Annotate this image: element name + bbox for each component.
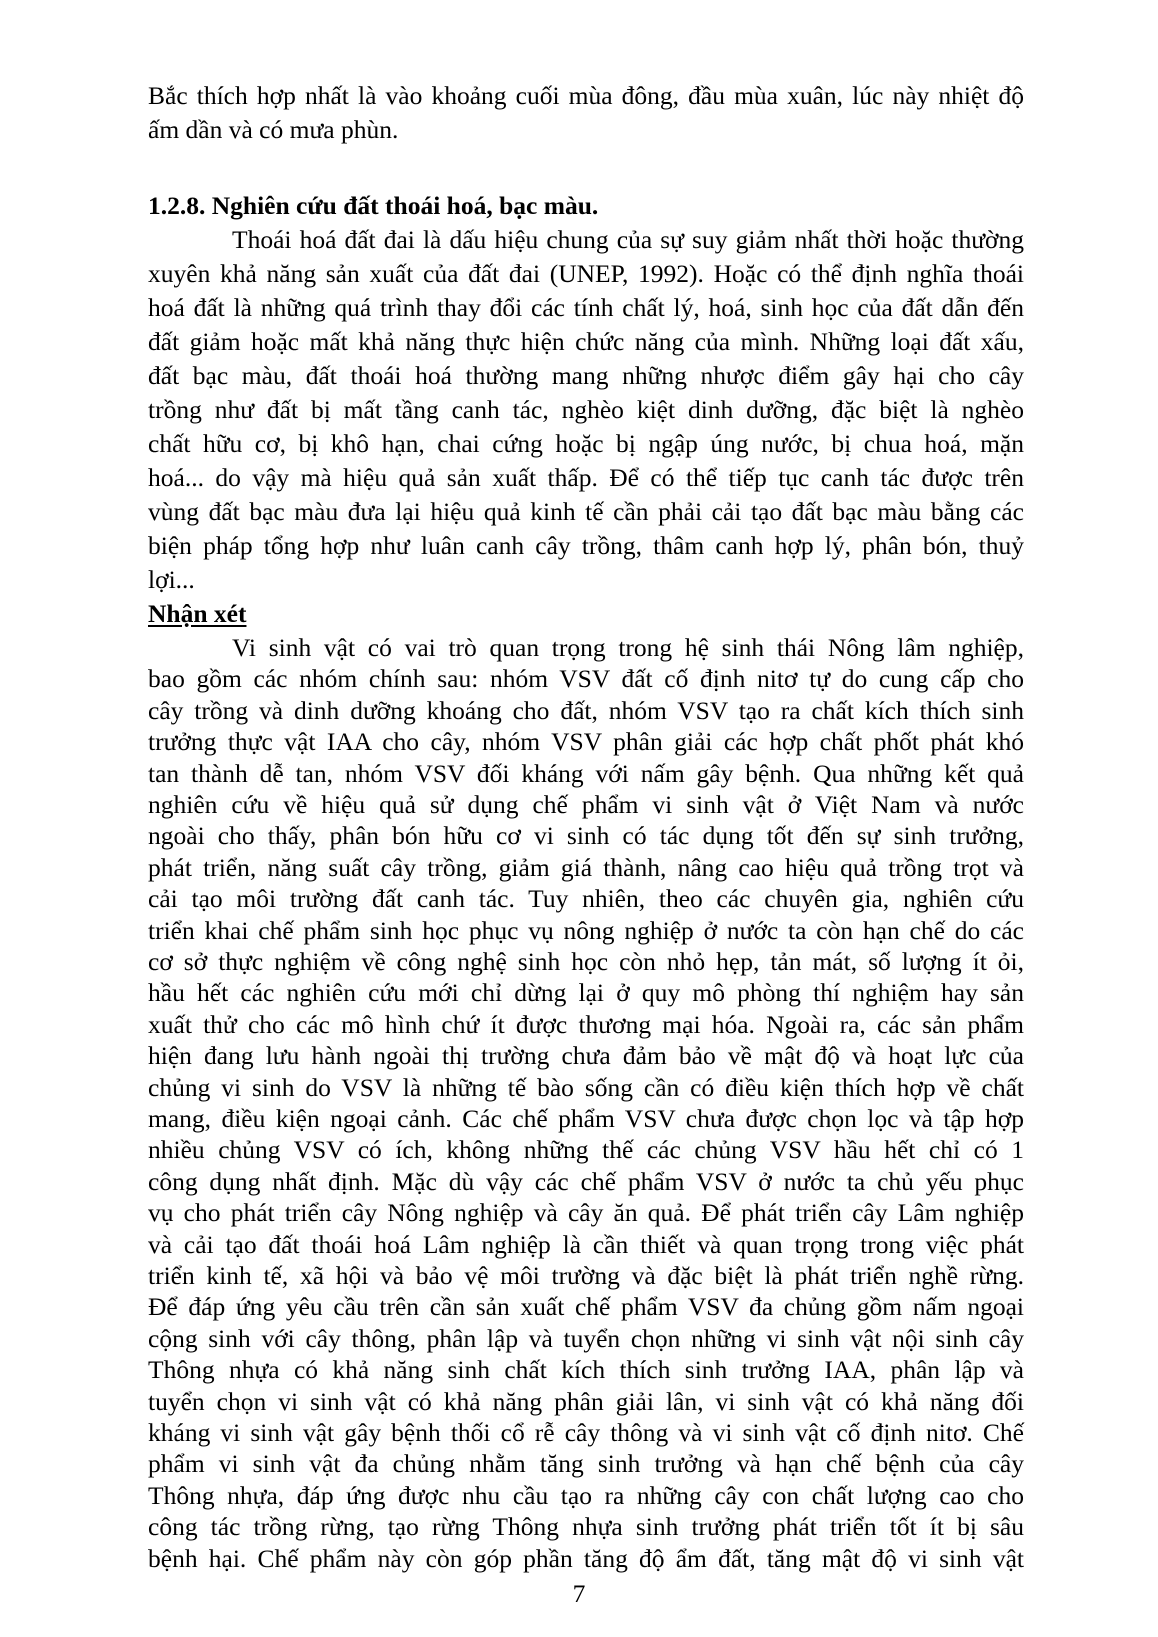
body-text-line: Bắc thích hợp nhất là vào khoảng cuối mùa đông, đầu mùa xuân, lúc này nhiệt độ xyxy=(148,81,1024,110)
remark-heading: Nhận xét xyxy=(148,599,247,628)
body-text-line: phẩm vi sinh vật đa chủng nhằm tăng sinh trưởng và hạn chế bệnh của cây xyxy=(148,1449,1024,1479)
page-number: 7 xyxy=(572,1579,586,1608)
body-text-line: nghiên cứu về hiệu quả sử dụng chế phẩm vi sinh vật ở Việt Nam và nước xyxy=(148,790,1024,819)
body-text-line: Vi sinh vật có vai trò quan trọng trong hệ sinh thái Nông lâm nghiệp, xyxy=(232,633,1024,662)
body-text-line: Thông nhựa, đáp ứng được nhu cầu tạo ra những cây con chất lượng cao cho xyxy=(148,1480,1024,1510)
body-text-line: Thoái hoá đất đai là dấu hiệu chung của sự suy giảm nhất thời hoặc thường xyxy=(232,225,1024,254)
body-text-line: phát triển, năng suất cây trồng, giảm giá thành, nâng cao hiệu quả trồng trọt và xyxy=(148,852,1024,882)
body-text-line: nhiều chủng VSV có ích, không những thế các chủng VSV hầu hết chỉ có 1 xyxy=(148,1135,1024,1165)
body-text-line: cây trồng và dinh dưỡng khoáng cho đất, nhóm VSV tạo ra chất kích thích sinh xyxy=(148,695,1024,725)
body-text-line: bao gồm các nhóm chính sau: nhóm VSV đất cố định nitơ tự do cung cấp cho xyxy=(148,664,1024,694)
body-text-line: công dụng nhất định. Mặc dù vậy các chế phẩm VSV ở nước ta chủ yếu phục xyxy=(148,1166,1024,1196)
body-text-line: lợi... xyxy=(148,565,195,594)
body-text-line: biện pháp tổng hợp như luân canh cây trồng, thâm canh hợp lý, phân bón, thuỷ xyxy=(148,531,1024,560)
body-text-line: xuất thử cho các mô hình chứ ít được thương mại hóa. Ngoài ra, các sản phẩm xyxy=(148,1009,1024,1039)
body-text-line: trưởng thực vật IAA cho cây, nhóm VSV phân giải các hợp chất phốt phát khó xyxy=(148,727,1024,757)
body-text-line: và cải tạo đất thoái hoá Lâm nghiệp là cần thiết và quan trọng trong việc phát xyxy=(148,1229,1024,1259)
body-text-line: cải tạo môi trường đất canh tác. Tuy nhiên, theo các chuyên gia, nghiên cứu xyxy=(148,884,1024,914)
body-text-line: đất giảm hoặc mất khả năng thực hiện chức năng của mình. Những loại đất xấu, xyxy=(148,327,1024,356)
body-text-line: hầu hết các nghiên cứu mới chỉ dừng lại ở quy mô phòng thí nghiệm hay sản xyxy=(148,978,1024,1008)
body-text-line: Thông nhựa có khả năng sinh chất kích thích sinh trưởng IAA, phân lập và xyxy=(148,1355,1024,1385)
body-text-line: trồng như đất bị mất tầng canh tác, nghèo kiệt dinh dưỡng, đặc biệt là nghèo xyxy=(148,395,1024,424)
body-text-line: vùng đất bạc màu đưa lại hiệu quả kinh tế cần phải cải tạo đất bạc màu bằng các xyxy=(148,497,1024,526)
body-text-line: ngoài cho thấy, phân bón hữu cơ vi sinh có tác dụng tốt đến sự sinh trưởng, xyxy=(148,821,1024,851)
body-text-line: công tác trồng rừng, tạo rừng Thông nhựa sinh trưởng phát triển tốt ít bị sâu xyxy=(148,1512,1024,1542)
section-heading: 1.2.8. Nghiên cứu đất thoái hoá, bạc màu. xyxy=(148,191,599,220)
body-text-line: chủng vi sinh do VSV là những tế bào sống cần có điều kiện thích hợp về chất xyxy=(148,1072,1024,1102)
body-text-line: mang, điều kiện ngoại cảnh. Các chế phẩm VSV chưa được chọn lọc và tập hợp xyxy=(148,1104,1024,1133)
body-text-line: tuyển chọn vi sinh vật có khả năng phân giải lân, vi sinh vật có khả năng đối xyxy=(148,1386,1024,1416)
body-text-line: Để đáp ứng yêu cầu trên cần sản xuất chế phẩm VSV đa chủng gồm nấm ngoại xyxy=(148,1292,1024,1322)
body-text-line: xuyên khả năng sản xuất của đất đai (UNEP, 1992). Hoặc có thể định nghĩa thoái xyxy=(148,259,1024,288)
body-text-line: vụ cho phát triển cây Nông nghiệp và cây ăn quả. Để phát triển cây Lâm nghiệp xyxy=(148,1198,1024,1228)
body-text-line: triển kinh tế, xã hội và bảo vệ môi trường và đặc biệt là phát triển nghề rừng. xyxy=(148,1261,1024,1290)
body-text-line: cơ sở thực nghiệm về công nghệ sinh học còn nhỏ hẹp, tản mát, số lượng ít ỏi, xyxy=(148,947,1024,976)
body-text-line: cộng sinh với cây thông, phân lập và tuyển chọn những vi sinh vật nội sinh cây xyxy=(148,1323,1024,1353)
body-text-line: kháng vi sinh vật gây bệnh thối cổ rễ cây thông và vi sinh vật cố định nitơ. Chế xyxy=(148,1418,1024,1447)
body-text-line: hoá... do vậy mà hiệu quả sản xuất thấp. Để có thể tiếp tục canh tác được trên xyxy=(148,463,1024,492)
body-text-line: bệnh hại. Chế phẩm này còn góp phần tăng độ ẩm đất, tăng mật độ vi sinh vật xyxy=(148,1543,1024,1573)
body-text-line: đất bạc màu, đất thoái hoá thường mang những nhược điểm gây hại cho cây xyxy=(148,361,1024,390)
body-text-line: tan thành dễ tan, nhóm VSV đối kháng với nấm gây bệnh. Qua những kết quả xyxy=(148,758,1024,788)
body-text-line: hoá đất là những quá trình thay đổi các tính chất lý, hoá, sinh học của đất dẫn đến xyxy=(148,293,1024,322)
body-text-line: ấm dần và có mưa phùn. xyxy=(148,115,399,144)
body-text-line: triển khai chế phẩm sinh học phục vụ nông nghiệp ở nước ta còn hạn chế do các xyxy=(148,915,1024,945)
body-text-line: chất hữu cơ, bị khô hạn, chai cứng hoặc bị ngập úng nước, bị chua hoá, mặn xyxy=(148,429,1024,458)
body-text-line: hiện đang lưu hành ngoài thị trường chưa đảm bảo về mật độ và hoạt lực của xyxy=(148,1041,1024,1071)
